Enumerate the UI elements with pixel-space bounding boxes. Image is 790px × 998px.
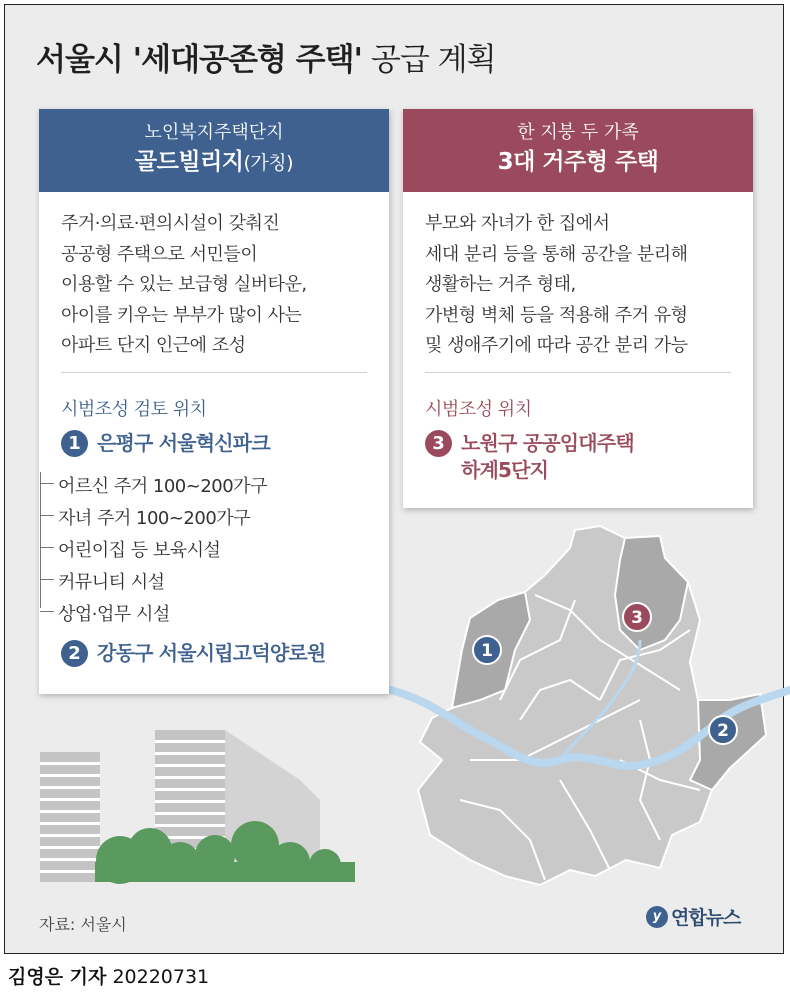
map-marker-3 — [623, 603, 651, 631]
title-bold: 서울시 '세대공존형 주택' — [36, 42, 363, 78]
description-line: 아파트 단지 인근에 조성 — [61, 335, 246, 356]
source-note: 자료: 서울시 — [39, 915, 127, 934]
facility-item — [40, 472, 267, 498]
pilot-site-label: 시범조성 위치 — [425, 399, 532, 420]
facility-item-label: 자녀 주거 100~200가구 — [58, 508, 251, 529]
description-line: 아이를 키우는 부부가 많이 사는 — [61, 304, 302, 326]
map-marker-1 — [473, 636, 501, 664]
location-3-name — [461, 430, 634, 484]
location-3-number: 3 — [425, 430, 452, 457]
facility-item-label: 상업·업무 시설 — [58, 604, 170, 625]
reporter-date: 20220731 — [112, 966, 210, 988]
three-generation-name: 3대 거주형 주택 — [497, 149, 659, 175]
description-line: 및 생애주기에 따라 공간 분리 가능 — [425, 335, 688, 356]
location-1-number: 1 — [61, 430, 88, 457]
facility-item-label: 어르신 주거 100~200가구 — [58, 476, 267, 497]
three-generation-description — [403, 192, 753, 362]
yonhap-logo-icon: y — [646, 906, 668, 928]
location-1 — [61, 430, 270, 457]
gold-village-subtitle: 노인복지주택단지 — [144, 122, 284, 143]
location-1-name: 은평구 서울혁신파크 — [97, 431, 270, 455]
apartment-illustration — [40, 730, 355, 884]
description-line: 부모와 자녀가 한 집에서 — [425, 213, 610, 234]
facility-item — [40, 568, 165, 594]
location-3-name-line1: 노원구 공공임대주택 — [461, 431, 634, 455]
description-line: 생활하는 거주 형태, — [425, 274, 576, 295]
yonhap-logo-text: 연합뉴스 — [671, 907, 741, 929]
gold-village-name-suffix: (가칭) — [243, 152, 294, 174]
gold-village-name — [39, 145, 389, 180]
gold-village-description — [39, 192, 389, 362]
divider — [61, 372, 367, 373]
three-generation-header — [403, 109, 753, 192]
description-line: 주거·의료·편의시설이 갖춰진 — [61, 213, 280, 234]
location-2 — [61, 640, 325, 667]
facility-item-label: 어린이집 등 보육시설 — [58, 540, 221, 561]
gold-village-name-text: 골드빌리지 — [134, 149, 244, 175]
three-generation-card — [403, 109, 753, 508]
description-line: 이용할 수 있는 보급형 실버타운, — [61, 274, 307, 295]
reporter-credit — [8, 962, 209, 989]
description-line: 가변형 벽체 등을 적용해 주거 유형 — [425, 304, 688, 326]
description-line: 세대 분리 등을 통해 공간을 분리해 — [425, 243, 688, 265]
divider — [425, 372, 731, 373]
map-marker-3-label: 3 — [631, 608, 643, 628]
facility-item-label: 커뮤니티 시설 — [58, 572, 165, 593]
location-2-name: 강동구 서울시립고덕양로원 — [97, 641, 326, 665]
facility-item — [40, 600, 170, 626]
facility-item — [40, 536, 220, 562]
location-2-number: 2 — [61, 640, 88, 667]
map-marker-1-label: 1 — [481, 641, 493, 661]
facility-item — [40, 504, 250, 530]
yonhap-logo — [646, 903, 740, 930]
location-3 — [425, 430, 634, 484]
location-3-name-line2: 하계5단지 — [461, 458, 549, 482]
reporter-name: 김영은 기자 — [8, 966, 107, 988]
map-marker-2 — [709, 716, 737, 744]
three-generation-subtitle: 한 지붕 두 가족 — [517, 122, 639, 143]
gold-village-header — [39, 109, 389, 192]
map-marker-2-label: 2 — [717, 721, 729, 741]
description-line: 공공형 주택으로 서민들이 — [61, 243, 258, 265]
title-light: 공급 계획 — [370, 42, 496, 78]
candidate-sites-label: 시범조성 검토 위치 — [61, 399, 207, 420]
